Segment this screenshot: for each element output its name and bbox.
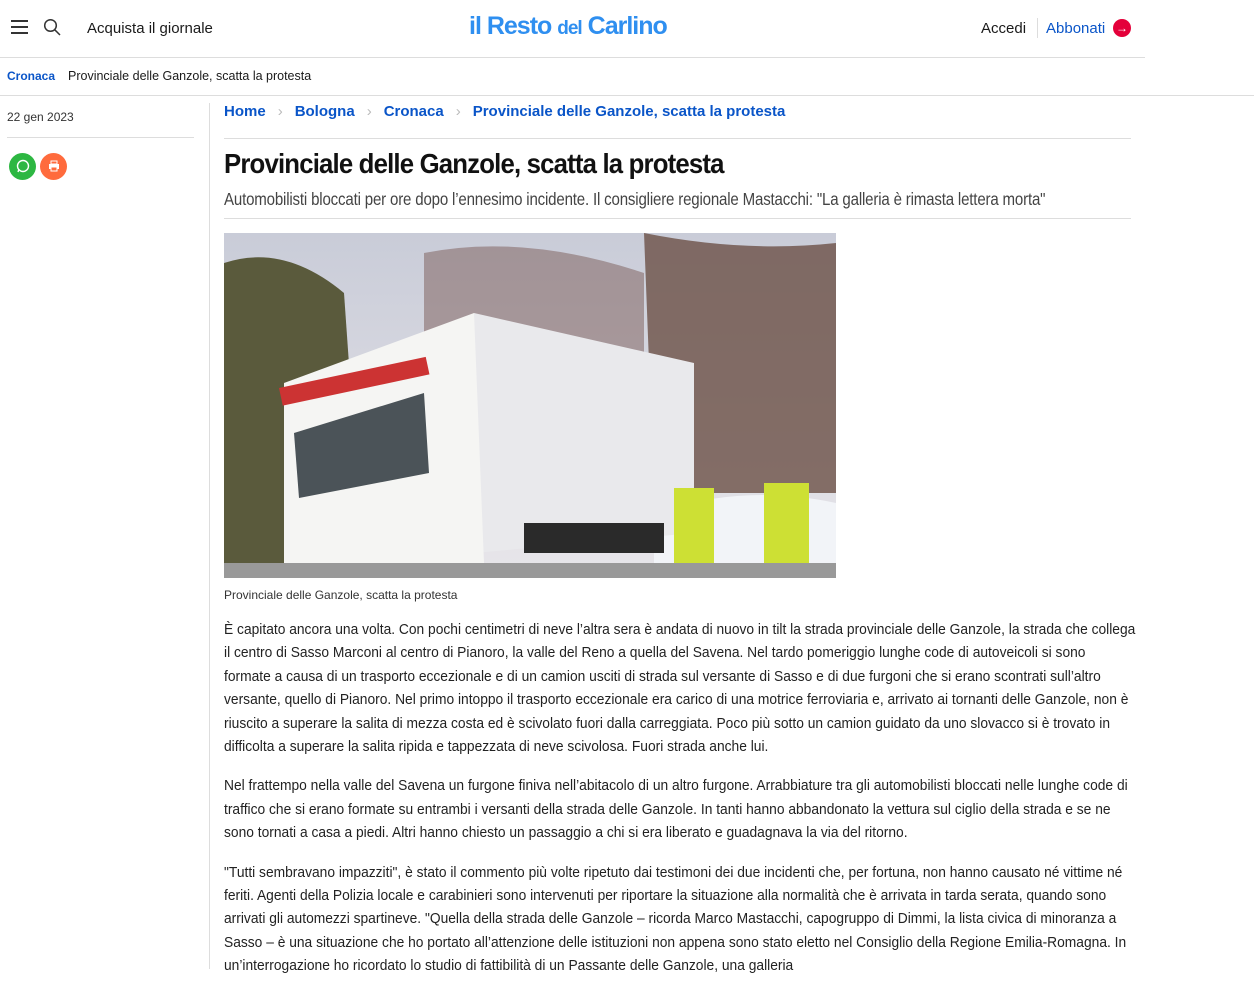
logo-text: il Resto <box>469 12 552 40</box>
breadcrumb-home[interactable]: Home <box>224 103 266 120</box>
logo-text-del: del <box>557 18 582 39</box>
chevron-right-icon: › <box>277 103 283 120</box>
arrow-right-icon[interactable]: → <box>1113 19 1131 37</box>
photo-caption: Provinciale delle Ganzole, scatta la protesta <box>224 588 458 602</box>
article-subtitle: Automobilisti bloccati per ore dopo l’ennesimo incidente. Il consigliere regionale Mastacchi: "La galleria è rimasta lettera morta" <box>224 189 1046 209</box>
buy-newspaper-link[interactable]: Acquista il giornale <box>87 20 213 37</box>
chevron-right-icon: › <box>366 103 372 120</box>
section-article-title: Provinciale delle Ganzole, scatta la protesta <box>68 69 312 83</box>
divider <box>224 218 1131 219</box>
top-navigation <box>0 0 1145 58</box>
login-link[interactable]: Accedi <box>981 20 1027 37</box>
whatsapp-share-button[interactable] <box>9 153 36 180</box>
print-button[interactable] <box>40 153 67 180</box>
article-body <box>224 618 1136 994</box>
site-logo[interactable] <box>469 12 667 41</box>
section-bar <box>0 58 1254 96</box>
chevron-right-icon: › <box>455 103 461 120</box>
divider <box>7 137 194 138</box>
article-title: Provinciale delle Ganzole, scatta la protesta <box>224 148 724 179</box>
article-paragraph: È capitato ancora una volta. Con pochi centimetri di neve l’altra sera è andata di nuovo in tilt la strada provinciale delle Ganzole, la strada che collega il centro di Sasso Marconi al centro di Pianoro, la valle del Reno a quella del Savena. Nel tardo pomeriggio lunghe code di autoveicoli si sono formate a causa di un trasporto eccezionale e di un camion usciti di strada sul versante di Sasso e di due furgoni che si erano scontrati sull’altro versante, quello di Pianoro. Nel primo intoppo il trasporto eccezionale era carico di una motrice ferroviaria e, arrivato ai tornanti delle Ganzole, non è riuscito a superare la salita di mezza costa ed è scivolato fuori dalla carreggiata. Poco più sotto un camion guidato da uno slovacco si è trovato in difficolta a superare la salita ripida e tappezzata di neve scivolosa. Fuori strada anche lui. <box>224 621 1136 756</box>
article-paragraph: "Tutti sembravano impazziti", è stato il commento più volte ripetuto dai testimoni dei due incidenti che, per fortuna, non hanno causato né vittime né feriti. Agenti della Polizia locale e carabinieri sono intervenuti per riportare la situazione alla normalità che è arrivata in tarda serata, quando sono arrivati gli automezzi spartineve. "Quella della strada delle Ganzole – ricorda Marco Mastacchi, capogruppo di Dimmi, la lista civica di minoranza a Sasso – è una situazione che ho portato all’attenzione delle istituzioni non appena sono stato eletto nel Consiglio della Regione Emilia-Romagna. In un’interrogazione ho ricordato lo studio di fattibilità di un Passante delle Ganzole, una galleria <box>224 863 1127 975</box>
whatsapp-icon <box>16 159 30 173</box>
publish-date: 22 gen 2023 <box>7 110 74 124</box>
divider <box>224 138 1131 139</box>
subscribe-link[interactable]: Abbonati <box>1046 20 1106 37</box>
logo-text-end: Carlino <box>587 12 667 40</box>
article-paragraph: Nel frattempo nella valle del Savena un furgone finiva nell’abitacolo di un altro furgone. Arrabbiature tra gli automobilisti bloccati nelle lunghe code di traffico che si erano formate su entrambi i versanti della strada delle Ganzole. In tanti hanno abbandonato la vettura sul ciglio della strada e se ne sono tornati a casa a piedi. Altri hanno chiesto un passaggio a chi si era liberato e guadagnava la via del ritorno. <box>224 777 1128 842</box>
hamburger-menu-icon[interactable] <box>11 20 28 34</box>
print-icon <box>48 160 60 172</box>
divider <box>209 103 210 969</box>
breadcrumb-cronaca[interactable]: Cronaca <box>383 103 444 120</box>
article-photo <box>224 233 836 578</box>
search-icon[interactable] <box>43 18 61 36</box>
breadcrumb-current[interactable]: Provinciale delle Ganzole, scatta la protesta <box>472 103 786 120</box>
divider <box>1037 18 1038 38</box>
breadcrumb-bologna[interactable]: Bologna <box>294 103 355 120</box>
section-category-link[interactable]: Cronaca <box>7 69 56 83</box>
breadcrumb <box>224 103 785 120</box>
